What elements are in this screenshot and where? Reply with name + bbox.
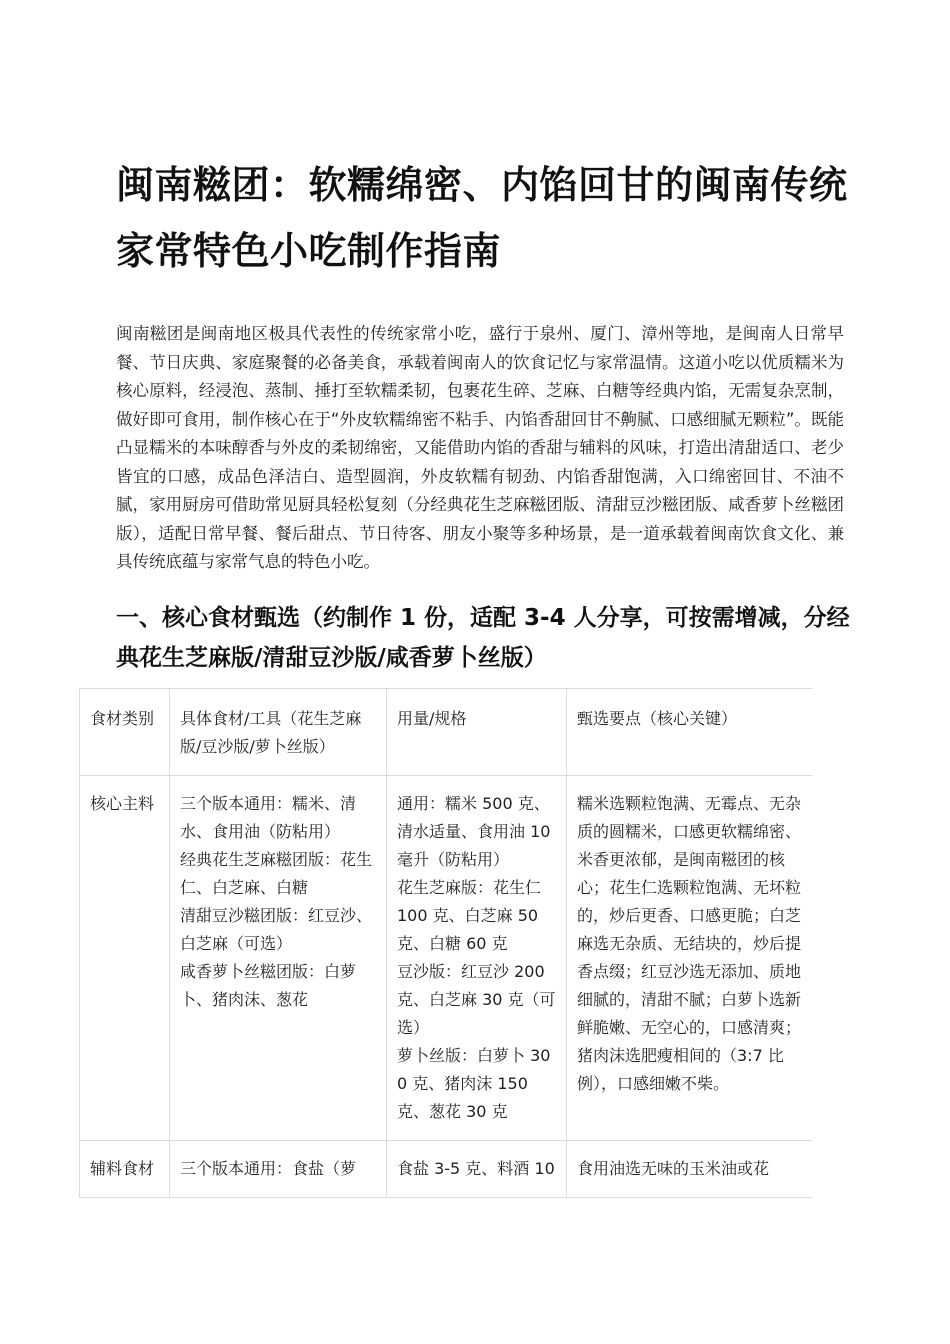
header-category: 食材类别 [80, 689, 170, 776]
table-row [80, 1141, 814, 1198]
amount-line: 食盐 3-5 克、料酒 10 [397, 1159, 555, 1178]
item-line: 咸香萝卜丝糍团版：白萝卜、猪肉沫、葱花 [180, 962, 357, 1009]
row-items [170, 1141, 387, 1198]
header-tips: 甄选要点（核心关键） [567, 689, 814, 776]
table-header-row [80, 689, 814, 776]
table-row [80, 776, 814, 1141]
amount-line: 通用：糯米 500 克、清水适量、食用油 10 毫升（防粘用） [397, 794, 551, 869]
item-line: 经典花生芝麻糍团版：花生仁、白芝麻、白糖 [180, 850, 373, 897]
ingredients-table-container [79, 688, 813, 1200]
page-title: 闽南糍团：软糯绵密、内馅回甘的闽南传统家常特色小吃制作指南 [116, 163, 848, 273]
item-line: 三个版本通用：糯米、清水、食用油（防粘用） [180, 794, 357, 841]
item-line: 清甜豆沙糍团版：红豆沙、白芝麻（可选） [180, 906, 373, 953]
section-heading-ingredients: 一、核心食材甄选（约制作 1 份，适配 3-4 人分享，可按需增减，分经典花生芝麻版/清甜豆沙版/咸香萝卜丝版） [116, 605, 850, 671]
row-amounts [387, 1141, 567, 1198]
ingredients-table [79, 688, 813, 1198]
row-amounts [387, 776, 567, 1141]
amount-line: 萝卜丝版：白萝卜 300 克、猪肉沫 150 克、葱花 30 克 [397, 1046, 551, 1121]
item-line: 三个版本通用：食盐（萝 [180, 1159, 357, 1178]
intro-paragraph: 闽南糍团是闽南地区极具代表性的传统家常小吃，盛行于泉州、厦门、漳州等地，是闽南人日常早餐、节日庆典、家庭聚餐的必备美食，承载着闽南人的饮食记忆与家常温情。这道小吃以优质糯米为核心原料，经浸泡、蒸制、捶打至软糯柔韧，包裹花生碎、芝麻、白糖等经典内馅，无需复杂烹制，做好即可食用，制作核心在于“外皮软糯绵密不粘手、内馅香甜回甘不齁腻、口感细腻无颗粒”。既能凸显糯米的本味醇香与外皮的柔韧绵密，又能借助内馅的香甜与辅料的风味，打造出清甜适口、老少皆宜的口感，成品色泽洁白、造型圆润，外皮软糯有韧劲、内馅香甜饱满，入口绵密回甘、不油不腻，家用厨房可借助常见厨具轻松复刻（分经典花生芝麻糍团版、清甜豆沙糍团版、咸香萝卜丝糍团版），适配日常早餐、餐后甜点、节日待客、朋友小聚等多种场景，是一道承载着闽南饮食文化、兼具传统底蕴与家常气息的特色小吃。 [116, 324, 844, 571]
header-amounts: 用量/规格 [387, 689, 567, 776]
row-tips: 食用油选无味的玉米油或花 [567, 1141, 814, 1198]
row-tips: 糯米选颗粒饱满、无霉点、无杂质的圆糯米，口感更软糯绵密、米香更浓郁，是闽南糍团的核心；花生仁选颗粒饱满、无坏粒的，炒后更香、口感更脆；白芝麻选无杂质、无结块的，炒后提香点缀；红豆沙选无添加、质地细腻的，清甜不腻；白萝卜选新鲜脆嫩、无空心的，口感清爽；猪肉沫选肥瘦相间的（3:7 比例），口感细嫩不柴。 [567, 776, 814, 1141]
amount-line: 豆沙版：红豆沙 200 克、白芝麻 30 克（可选） [397, 962, 556, 1037]
row-category: 核心主料 [80, 776, 170, 1141]
row-category: 辅料食材 [80, 1141, 170, 1198]
amount-line: 花生芝麻版：花生仁 100 克、白芝麻 50 克、白糖 60 克 [397, 878, 542, 953]
row-items [170, 776, 387, 1141]
header-items: 具体食材/工具（花生芝麻版/豆沙版/萝卜丝版） [170, 689, 387, 776]
